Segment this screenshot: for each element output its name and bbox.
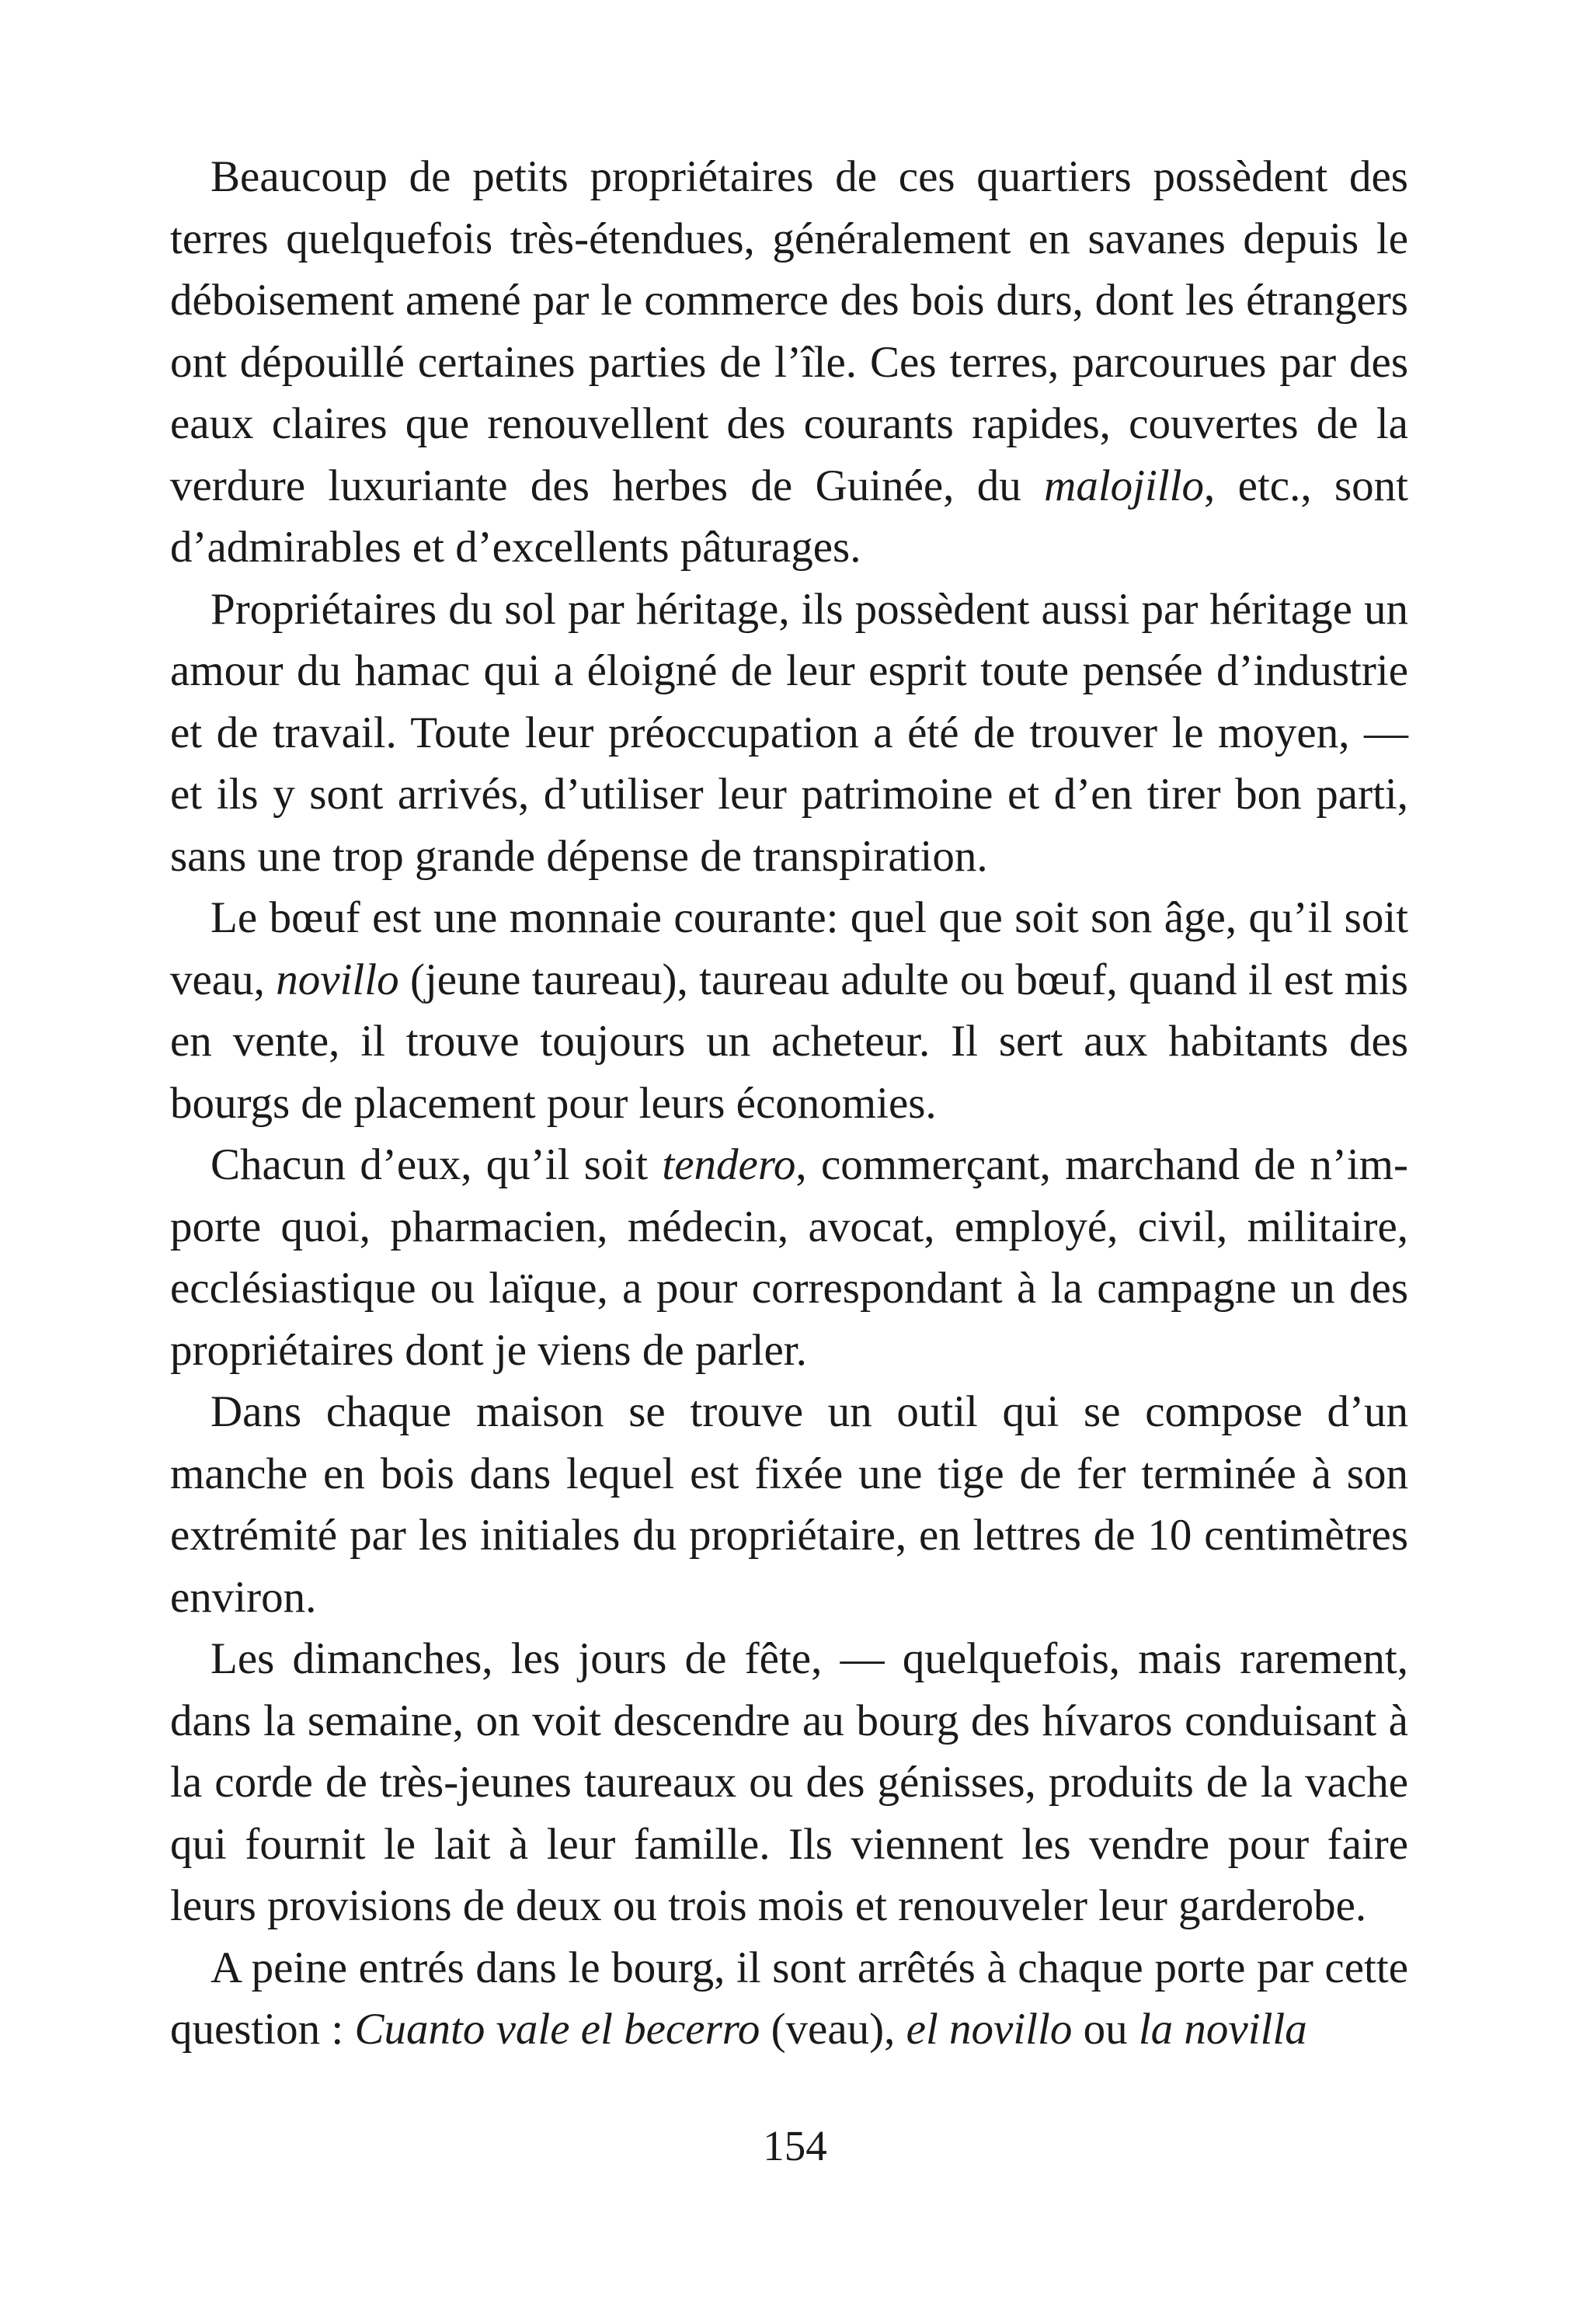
text-run: A peine entrés dans le bourg, il sont arrêtés à chaque porte par cette question :	[170, 1943, 1408, 2054]
text-run: Chacun d’eux, qu’il soit	[210, 1140, 663, 1189]
paragraph	[170, 887, 1408, 1134]
italic-term: Cuanto vale el becerro	[354, 2005, 760, 2054]
italic-term: novillo	[276, 955, 399, 1004]
text-run: Propriétaires du sol par héritage, ils possèdent aussi par héritage un amour du hamac qui a éloigné de leur esprit toute pensée d’industrie et de travail. Toute leur préoccupation a été de trouver le moyen, — et ils y sont arrivés, d’utiliser leur patrimoine et d’en tirer bon parti, sans une trop grande dépense de transpiration.	[170, 584, 1408, 881]
text-run: (jeune taureau), taureau adulte ou bœuf, quand il est mis en vente, il trouve toujours un acheteur. Il sert aux habitants des bourgs de placement pour leurs économies.	[170, 955, 1408, 1128]
text-run: Dans chaque maison se trouve un outil qui se compose d’un manche en bois dans lequel est fixée une tige de fer terminée à son extrémité par les initiales du propriétaire, en lettres de 10 centimètres environ.	[170, 1387, 1408, 1622]
paragraph	[170, 146, 1408, 579]
text-run: ou	[1072, 2005, 1139, 2054]
text-run: Beaucoup de petits propriétaires de ces quartiers possèdent des terres quelquefois très-étendues, généralement en savanes depuis le déboisement amené par le commerce des bois durs, dont les étrangers ont dépouillé certaines parties de l’île. Ces terres, parcourues par des eaux claires que renouvellent des courants rapides, couvertes de la verdure luxuriante des herbes de Guinée, du	[170, 152, 1408, 510]
italic-term: el novillo	[906, 2005, 1073, 2054]
paragraph	[170, 1381, 1408, 1628]
page-body	[170, 146, 1408, 2061]
paragraph	[170, 1628, 1408, 1937]
paragraph	[170, 1134, 1408, 1381]
text-run: , etc., sont d’admirables et d’excellents pâturages.	[170, 461, 1408, 572]
text-run: Le bœuf est une monnaie courante: quel que soit son âge, qu’il soit veau,	[170, 893, 1408, 1004]
paragraph	[170, 579, 1408, 888]
page-number: 154	[763, 2122, 827, 2169]
paragraph	[170, 1937, 1408, 2061]
italic-term: la novilla	[1138, 2005, 1307, 2054]
italic-term: malojillo	[1044, 461, 1205, 510]
text-run: Les dimanches, les jours de fête, — quelquefois, mais rarement, dans la semaine, on voit descendre au bourg des hívaros conduisant à la corde de très-jeunes taureaux ou des génisses, produits de la vache qui fournit le lait à leur famille. Ils viennent les vendre pour faire leurs provisions de deux ou trois mois et renouveler leur garderobe.	[170, 1634, 1408, 1930]
text-run: (veau),	[760, 2005, 906, 2054]
italic-term: tendero	[662, 1140, 796, 1189]
text-run: , commerçant, marchand de n’importe quoi, pharmacien, médecin, avocat, employé, civil, militaire, ecclésiastique ou laïque, a pour correspondant à la campagne un des propriétaires dont je viens de parler.	[170, 1140, 1408, 1375]
